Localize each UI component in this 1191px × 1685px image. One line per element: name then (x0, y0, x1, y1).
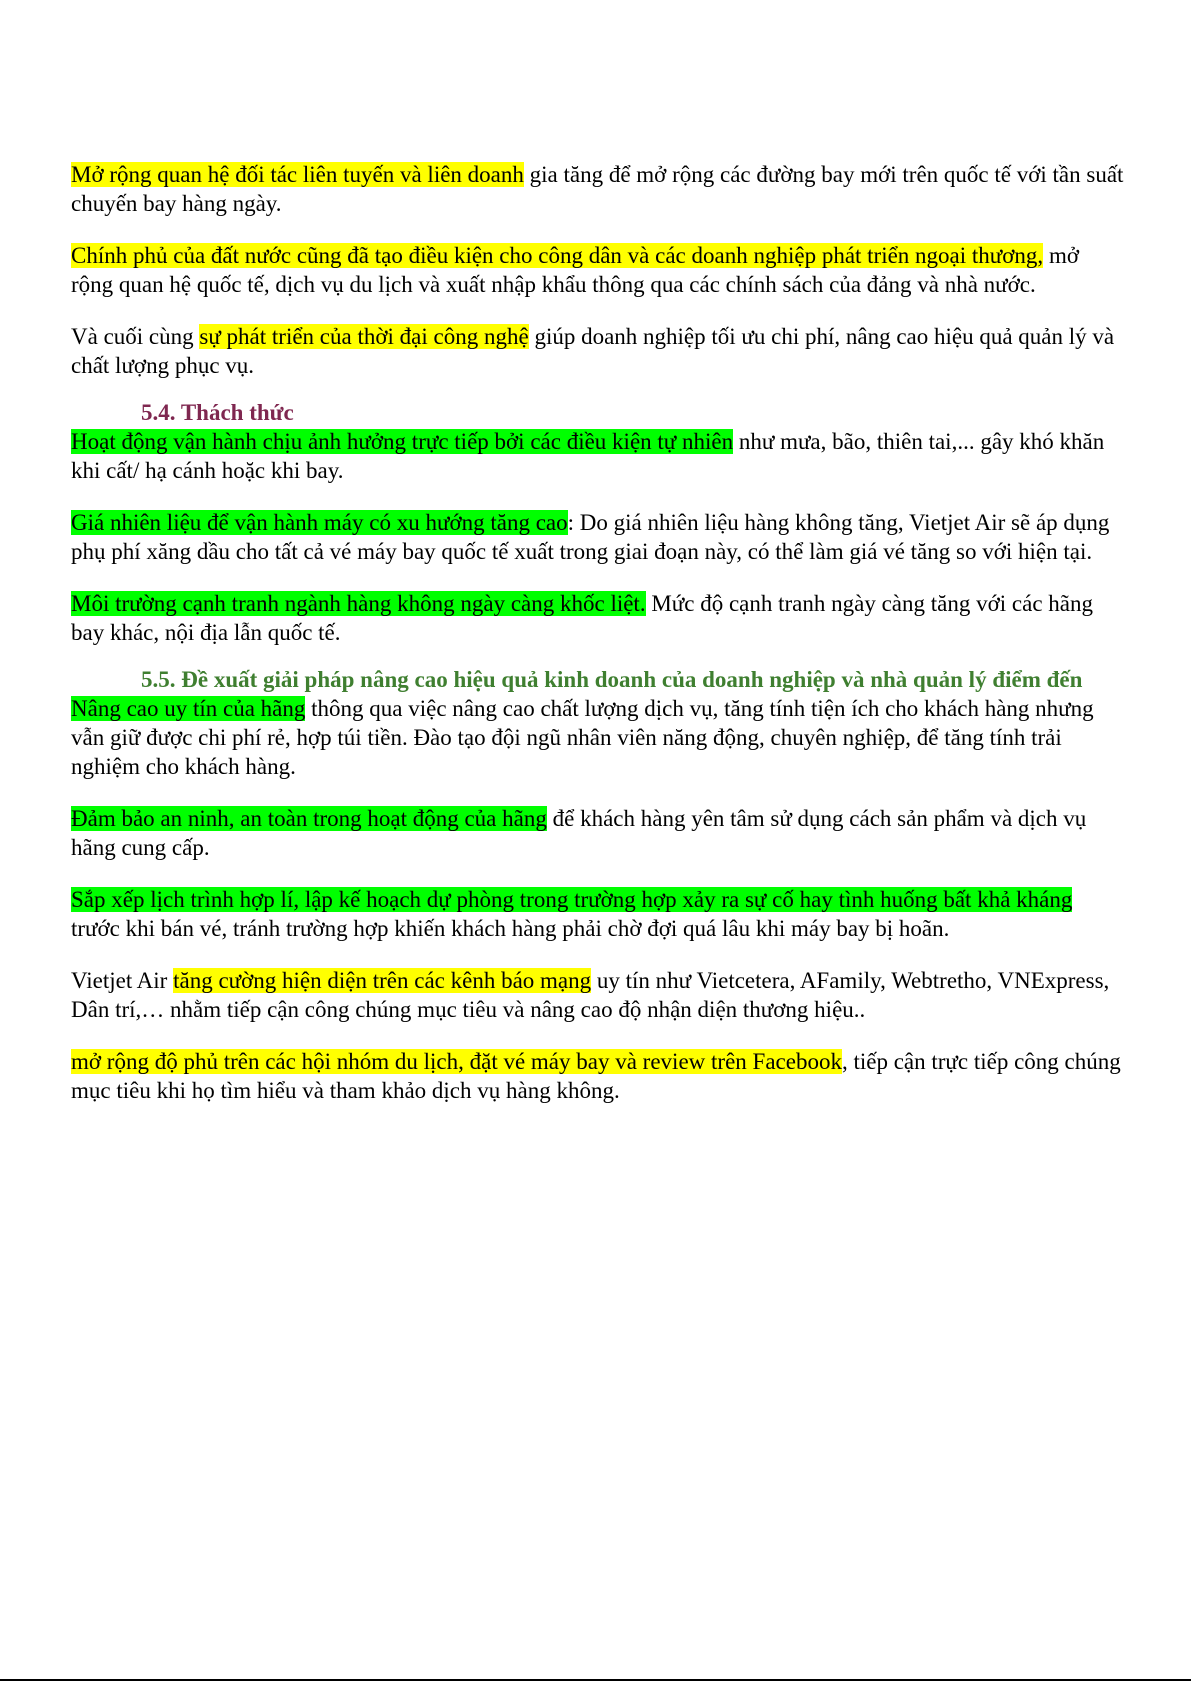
highlighted-text: Đảm bảo an ninh, an toàn trong hoạt động của hãng (71, 806, 547, 831)
highlighted-text: Nâng cao uy tín của hãng (71, 696, 306, 721)
highlighted-text: Hoạt động vận hành chịu ảnh hưởng trực tiếp bởi các điều kiện tự nhiên (71, 429, 734, 454)
body-text: Vietjet Air (71, 968, 174, 993)
highlighted-text: sự phát triển của thời đại công nghệ (199, 324, 529, 349)
body-text: : Do giá nhiên liệu hàng không tăng, Vietjet Air sẽ áp dụng phụ phí xăng dầu cho tất cả vé máy bay quốc tế xuất trong giai đoạn này, có thể làm giá vé tăng so với hiện tại. (71, 510, 1110, 564)
body-text: , tiếp cận trực tiếp công chúng mục tiêu khi họ tìm hiểu và tham khảo dịch vụ hàng không. (71, 1049, 1121, 1103)
highlighted-text: Sắp xếp lịch trình hợp lí, lập kế hoạch dự phòng trong trường hợp xảy ra sự cố hay tình huống bất khả kháng (71, 887, 1073, 912)
highlighted-text: mở rộng độ phủ trên các hội nhóm du lịch, đặt vé máy bay và review trên Facebook (71, 1049, 842, 1074)
body-text: như mưa, bão, thiên tai,... gây khó khăn khi cất/ hạ cánh hoặc khi bay. (71, 429, 1105, 483)
paragraph-reputation (71, 694, 1126, 781)
highlighted-text: tăng cường hiện diện trên các kênh báo mạng (173, 968, 592, 993)
body-text: trước khi bán vé, tránh trường hợp khiến khách hàng phải chờ đợi quá lâu khi máy bay bị hoãn. (71, 916, 950, 941)
paragraph-government (71, 241, 1126, 299)
section-heading-challenges: 5.4. Thách thức (141, 400, 294, 425)
body-text: Và cuối cùng (71, 324, 200, 349)
paragraph-technology (71, 322, 1126, 380)
body-text: mở rộng quan hệ quốc tế, dịch vụ du lịch và xuất nhập khẩu thông qua các chính sách của đảng và nhà nước. (71, 243, 1079, 297)
body-text: gia tăng để mở rộng các đường bay mới trên quốc tế với tần suất chuyến bay hàng ngày. (71, 162, 1124, 216)
page-bottom-rule (0, 1679, 1191, 1681)
document-page (71, 160, 1126, 1105)
highlighted-text: Chính phủ của đất nước cũng đã tạo điều kiện cho công dân và các doanh nghiệp phát triển ngoại thương, (71, 243, 1044, 268)
paragraph-fuel-price (71, 508, 1126, 566)
paragraph-natural-conditions (71, 427, 1126, 485)
body-text: thông qua việc nâng cao chất lượng dịch vụ, tăng tính tiện ích cho khách hàng nhưng vẫn giữ được chi phí rẻ, hợp túi tiền. Đào tạo đội ngũ nhân viên năng động, chuyên nghiệp, để tăng tính trải nghiệm cho khách hàng. (71, 696, 1094, 779)
section-heading-solutions: 5.5. Đề xuất giải pháp nâng cao hiệu quả kinh doanh của doanh nghiệp và nhà quản lý điểm đến (141, 667, 1083, 692)
highlighted-text: Môi trường cạnh tranh ngành hàng không ngày càng khốc liệt. (71, 591, 646, 616)
highlighted-text: Giá nhiên liệu để vận hành máy có xu hướng tăng cao (71, 510, 568, 535)
body-text: Mức độ cạnh tranh ngày càng tăng với các hãng bay khác, nội địa lẫn quốc tế. (71, 591, 1093, 645)
paragraph-online-presence (71, 966, 1126, 1024)
body-text: giúp doanh nghiệp tối ưu chi phí, nâng cao hiệu quả quản lý và chất lượng phục vụ. (71, 324, 1115, 378)
body-text: uy tín như Vietcetera, AFamily, Webtretho, VNExpress, Dân trí,… nhằm tiếp cận công chúng mục tiêu và nâng cao độ nhận diện thương hiệu.. (71, 968, 1110, 1022)
paragraph-scheduling (71, 885, 1126, 943)
paragraph-social-groups (71, 1047, 1126, 1105)
highlighted-text: Mở rộng quan hệ đối tác liên tuyến và liên doanh (71, 162, 524, 187)
paragraph-partnership (71, 160, 1126, 218)
paragraph-security (71, 804, 1126, 862)
paragraph-competition (71, 589, 1126, 647)
body-text: để khách hàng yên tâm sử dụng cách sản phẩm và dịch vụ hãng cung cấp. (71, 806, 1087, 860)
